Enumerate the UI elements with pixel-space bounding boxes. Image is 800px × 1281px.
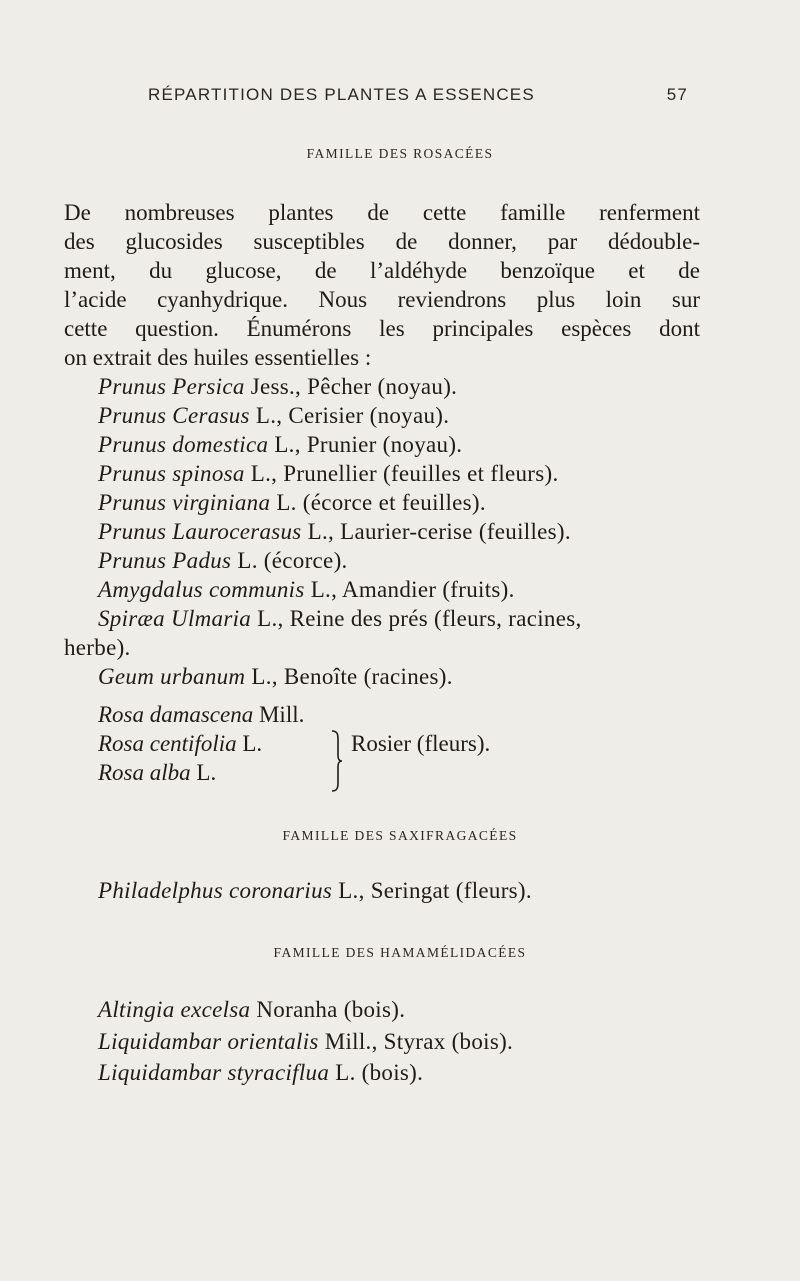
species-detail: Mill., Styrax (bois).	[318, 1029, 514, 1054]
species-name: Rosa damascena	[98, 702, 254, 727]
paragraph-line: ment, du glucose, de l’aldéhyde benzoïque et de	[64, 258, 700, 283]
species-detail: L.	[190, 760, 217, 785]
species-detail: L., Prunier (noyau).	[268, 432, 463, 457]
species-entry	[98, 372, 457, 401]
paragraph-line: De nombreuses plantes de cette famille renferment	[64, 200, 700, 225]
species-detail: L., Amandier (fruits).	[304, 577, 515, 602]
species-entry	[98, 1058, 423, 1087]
species-name: Prunus virginiana	[98, 490, 271, 515]
rosa-entry	[98, 758, 216, 787]
species-entry	[98, 430, 462, 459]
rosa-entry	[98, 729, 262, 758]
species-name: Rosa centifolia	[98, 731, 237, 756]
paragraph-line: l’acide cyanhydrique. Nous reviendrons plus loin sur	[64, 287, 700, 312]
species-detail: L., Benoîte (racines).	[245, 664, 453, 689]
species-name: Philadelphus coronarius	[98, 878, 333, 903]
species-entry	[98, 546, 348, 575]
species-entry	[98, 517, 571, 546]
species-entry	[98, 995, 405, 1024]
rosa-entry	[98, 700, 304, 729]
species-name: Altingia excelsa	[98, 997, 251, 1022]
species-name: Spiræa Ulmaria	[98, 606, 252, 631]
paragraph-line: on extrait des huiles essentielles :	[64, 345, 372, 370]
species-entry	[98, 604, 582, 633]
section-heading-rosacees: FAMILLE DES ROSACÉES	[306, 146, 494, 161]
species-detail: L., Cerisier (noyau).	[249, 403, 450, 428]
species-entry	[98, 488, 486, 517]
species-entry	[98, 662, 453, 691]
species-name: Prunus domestica	[98, 432, 269, 457]
species-entry	[98, 1027, 513, 1056]
species-entry	[98, 401, 449, 430]
species-name: Prunus Padus	[98, 548, 232, 573]
species-name: Prunus spinosa	[98, 461, 245, 486]
species-detail: L.	[236, 731, 263, 756]
species-entry	[98, 876, 532, 905]
running-head-title: RÉPARTITION DES PLANTES A ESSENCES	[148, 85, 535, 104]
species-detail: L., Laurier-cerise (feuilles).	[301, 519, 571, 544]
species-entry	[98, 459, 559, 488]
species-detail: Mill.	[253, 702, 305, 727]
species-detail: Jess., Pêcher (noyau).	[244, 374, 458, 399]
species-name: Prunus Cerasus	[98, 403, 250, 428]
species-name: Rosa alba	[98, 760, 191, 785]
species-entry-continuation	[64, 633, 131, 662]
species-name: Prunus Laurocerasus	[98, 519, 302, 544]
species-detail: herbe).	[64, 635, 131, 660]
species-detail: L. (écorce).	[231, 548, 348, 573]
right-brace-icon	[330, 730, 344, 792]
rosier-common-name: Rosier (fleurs).	[351, 731, 491, 756]
species-name: Liquidambar orientalis	[98, 1029, 319, 1054]
section-heading-saxifragacees: FAMILLE DES SAXIFRAGACÉES	[282, 828, 518, 843]
species-detail: L. (bois).	[329, 1060, 424, 1085]
species-name: Amygdalus communis	[98, 577, 305, 602]
paragraph-line: cette question. Énumérons les principales espèces dont	[64, 316, 700, 341]
species-detail: L., Reine des prés (fleurs, racines,	[251, 606, 582, 631]
species-detail: Noranha (bois).	[250, 997, 406, 1022]
species-entry	[98, 575, 515, 604]
page-number: 57	[666, 85, 688, 104]
section-heading-hamamelidacees: FAMILLE DES HAMAMÉLIDACÉES	[273, 945, 527, 960]
species-detail: L. (écorce et feuilles).	[270, 490, 486, 515]
species-detail: L., Prunellier (feuilles et fleurs).	[244, 461, 559, 486]
species-detail: L., Seringat (fleurs).	[332, 878, 532, 903]
species-name: Liquidambar styraciflua	[98, 1060, 330, 1085]
intro-paragraph	[64, 198, 700, 372]
paragraph-line: des glucosides susceptibles de donner, par dédouble-	[64, 229, 700, 254]
species-name: Geum urbanum	[98, 664, 246, 689]
species-name: Prunus Persica	[98, 374, 245, 399]
